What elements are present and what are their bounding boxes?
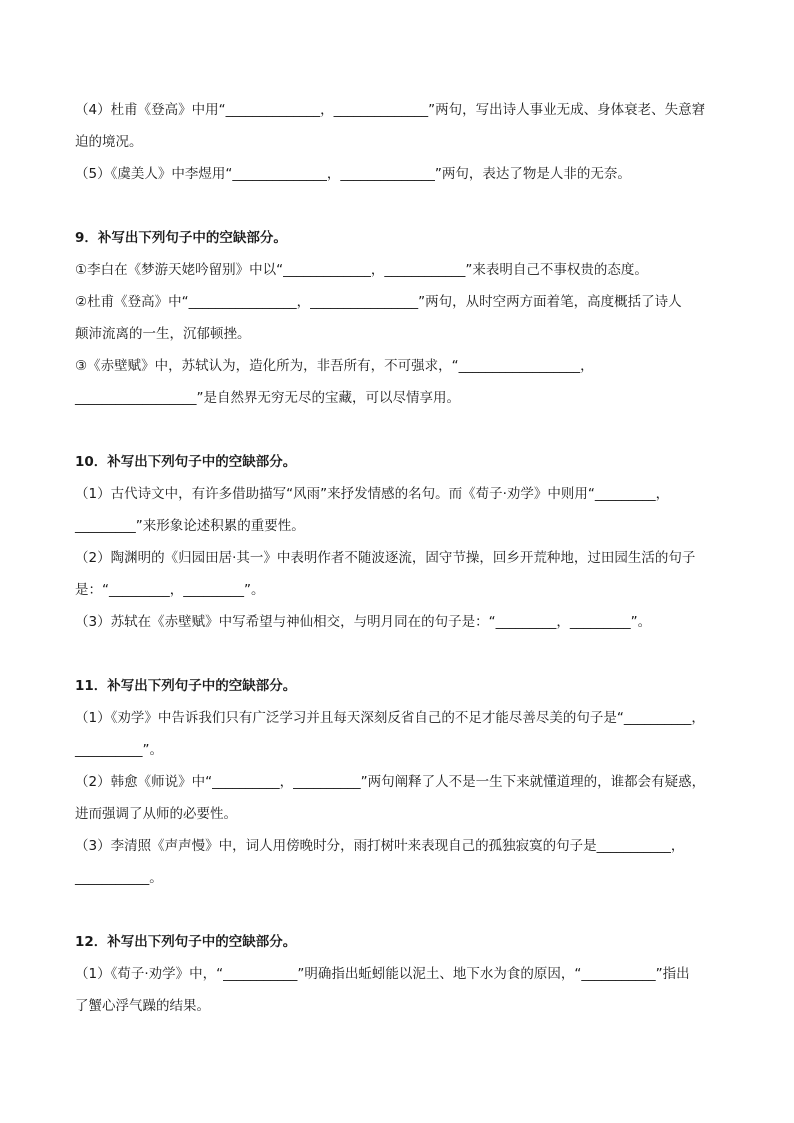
- item-4-line-2: 迫的境况。: [75, 134, 143, 150]
- q12-item-1-line-1: （1）《荀子·劝学》中，“___________”明确指出蚯蚓能以泥土、地下水为食的原因，“___________”指出: [75, 966, 690, 982]
- q9-item-1: ①李白在《梦游天姥吟留别》中以“_____________，____________”来表明自己不事权贵的态度。: [75, 262, 648, 278]
- q11-item-1-line-2: __________”。: [75, 742, 163, 758]
- question-11-heading: 11．补写出下列句子中的空缺部分。: [75, 678, 297, 694]
- q9-item-2-line-1: ②杜甫《登高》中“________________，________________”两句，从时空两方面着笔，高度概括了诗人: [75, 294, 682, 310]
- q9-item-3-line-2: __________________”是自然界无穷无尽的宝藏，可以尽情享用。: [75, 390, 460, 406]
- q9-item-2-line-2: 颠沛流离的一生，沉郁顿挫。: [75, 326, 251, 342]
- question-9-heading: 9．补写出下列句子中的空缺部分。: [75, 230, 287, 246]
- q11-item-2-line-2: 进而强调了从师的必要性。: [75, 806, 237, 822]
- q10-item-2-line-1: （2）陶渊明的《归园田居·其一》中表明作者不随波逐流，固守节操，回乡开荒种地，过田园生活的句子: [75, 550, 696, 566]
- q11-item-1-line-1: （1）《劝学》中告诉我们只有广泛学习并且每天深刻反省自己的不足才能尽善尽美的句子是“__________，: [75, 710, 705, 726]
- question-12-heading: 12．补写出下列句子中的空缺部分。: [75, 934, 297, 950]
- q10-item-2-line-2: 是：“_________，_________”。: [75, 582, 265, 598]
- q11-item-3-line-2: ___________。: [75, 870, 163, 886]
- item-4-line-1: （4）杜甫《登高》中用“______________，______________”两句，写出诗人事业无成、身体衰老、失意窘: [75, 102, 706, 118]
- q11-item-3-line-1: （3）李清照《声声慢》中，词人用傍晚时分，雨打树叶来表现自己的孤独寂寞的句子是___________，: [75, 838, 685, 854]
- q10-item-1-line-2: _________”来形象论述积累的重要性。: [75, 518, 305, 534]
- q10-item-3: （3）苏轼在《赤壁赋》中写希望与神仙相交，与明月同在的句子是：“_________，_________”。: [75, 614, 652, 630]
- item-5-line: （5）《虞美人》中李煜用“______________，______________”两句，表达了物是人非的无奈。: [75, 166, 631, 182]
- q12-item-1-line-2: 了蟹心浮气躁的结果。: [75, 998, 210, 1014]
- question-10-heading: 10．补写出下列句子中的空缺部分。: [75, 454, 297, 470]
- q9-item-3-line-1: ③《赤壁赋》中，苏轼认为，造化所为，非吾所有，不可强求，“__________________，: [75, 358, 594, 374]
- q10-item-1-line-1: （1）古代诗文中，有许多借助描写“风雨”来抒发情感的名句。而《荀子·劝学》中则用“_________，: [75, 486, 670, 502]
- q11-item-2-line-1: （2）韩愈《师说》中“__________，__________”两句阐释了人不是一生下来就懂道理的，谁都会有疑惑，: [75, 774, 706, 790]
